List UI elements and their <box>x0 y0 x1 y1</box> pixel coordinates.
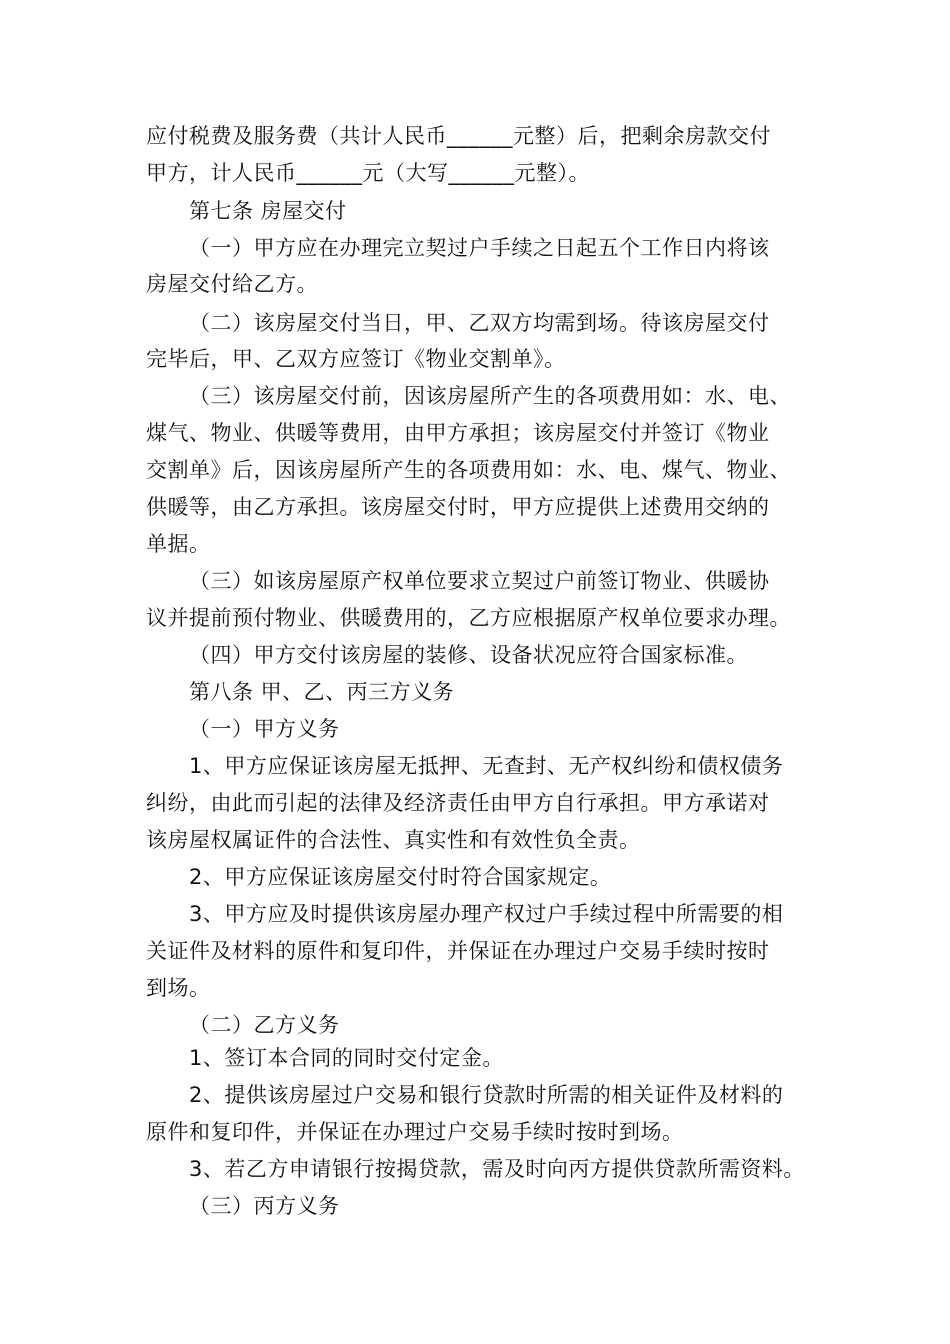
text-line: 1、甲方应保证该房屋无抵押、无查封、无产权纠纷和债权债务 <box>189 754 784 778</box>
text-line: 2、甲方应保证该房屋交付时符合国家规定。 <box>189 865 612 889</box>
text-line: 煤气、物业、供暖等费用，由甲方承担；该房屋交付并签订《物业 <box>146 421 770 445</box>
text-line: 到场。 <box>146 976 211 1000</box>
text-line: （三）如该房屋原产权单位要求立契过户前签订物业、供暖协 <box>189 569 770 593</box>
text-line: 单据。 <box>146 532 211 556</box>
text-line: 完毕后，甲、乙双方应签订《物业交割单》。 <box>146 347 566 371</box>
text-line: （三）该房屋交付前，因该房屋所产生的各项费用如：水、电、 <box>189 384 791 408</box>
text-line: 2、提供该房屋过户交易和银行贷款时所需的相关证件及材料的 <box>189 1083 784 1107</box>
text-line: 纠纷，由此而引起的法律及经济责任由甲方自行承担。甲方承诺对 <box>146 791 770 815</box>
section-heading: 第七条 房屋交付 <box>189 199 347 223</box>
text-line: 交割单》后，因该房屋所产生的各项费用如：水、电、煤气、物业、 <box>146 458 791 482</box>
text-line: 甲方，计人民币______元（大写______元整）。 <box>146 161 590 185</box>
text-line: 应付税费及服务费（共计人民币______元整）后，把剩余房款交付 <box>146 124 771 148</box>
text-line: 原件和复印件，并保证在办理过户交易手续时按时到场。 <box>146 1120 684 1144</box>
text-line: 该房屋权属证件的合法性、真实性和有效性负全责。 <box>146 828 641 852</box>
text-line: 房屋交付给乙方。 <box>146 272 318 296</box>
text-line: （四）甲方交付该房屋的装修、设备状况应符合国家标准。 <box>189 643 748 667</box>
text-line: 议并提前预付物业、供暖费用的，乙方应根据原产权单位要求办理。 <box>146 606 791 630</box>
subsection-heading: （一）甲方义务 <box>189 717 340 741</box>
text-line: （一）甲方应在办理完立契过户手续之日起五个工作日内将该 <box>189 236 770 260</box>
text-line: 关证件及材料的原件和复印件，并保证在办理过户交易手续时按时 <box>146 939 770 963</box>
subsection-heading: （二）乙方义务 <box>189 1013 340 1037</box>
text-line: （二）该房屋交付当日，甲、乙双方均需到场。待该房屋交付 <box>189 311 770 335</box>
text-line: 3、若乙方申请银行按揭贷款，需及时向丙方提供贷款所需资料。 <box>189 1157 805 1181</box>
subsection-heading: （三）丙方义务 <box>189 1194 340 1218</box>
text-line: 1、签订本合同的同时交付定金。 <box>189 1046 504 1070</box>
section-heading: 第八条 甲、乙、丙三方义务 <box>189 680 455 704</box>
text-line: 3、甲方应及时提供该房屋办理产权过户手续过程中所需要的相 <box>189 902 784 926</box>
text-line: 供暖等，由乙方承担。该房屋交付时，甲方应提供上述费用交纳的 <box>146 495 770 519</box>
